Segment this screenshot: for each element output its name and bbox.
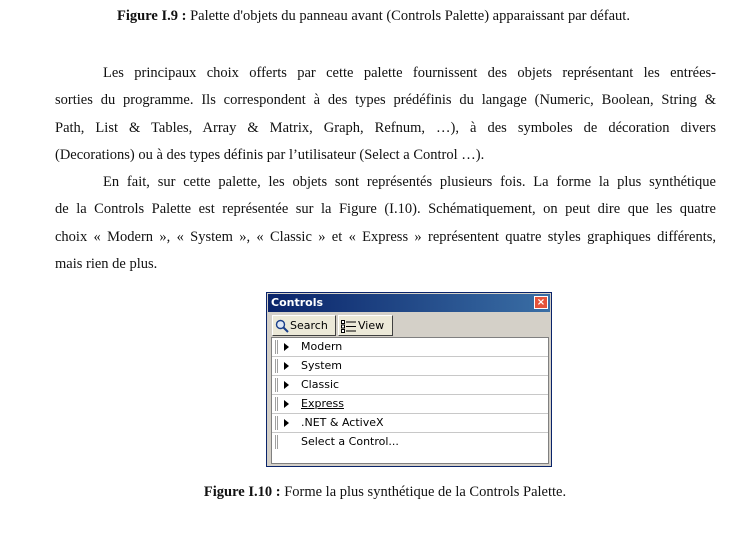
close-icon: ×: [536, 297, 546, 308]
search-button-label: Search: [290, 319, 328, 332]
figure-caption-text: Palette d'objets du panneau avant (Controls Palette) apparaissant par défaut.: [186, 8, 630, 24]
paragraph-line: Les principaux choix offerts par cette palette fournissent des objets représentant les entrées-: [103, 65, 716, 81]
search-button[interactable]: [272, 315, 336, 336]
palette-item-modern[interactable]: [272, 338, 548, 357]
paragraph-2: [55, 169, 716, 279]
view-list-icon: [341, 320, 357, 333]
close-button[interactable]: [534, 296, 548, 309]
paragraph-line: Path, List & Tables, Array & Matrix, Graph, Refnum, …), à des symboles de décoration divers: [55, 119, 716, 136]
palette-item-label: Select a Control...: [301, 435, 399, 448]
paragraph-line: (Decorations) ou à des types définis par l’utilisateur (Select a Control …).: [55, 147, 485, 164]
paragraph-line: choix « Modern », « System », « Classic » et « Express » représentent quatre styles graphiques différents,: [55, 228, 716, 245]
figure-label: Figure I.10 :: [203, 484, 281, 500]
palette-item-dotnet-activex[interactable]: [272, 414, 548, 433]
palette-title: Controls: [271, 296, 324, 309]
expand-arrow-icon: [284, 362, 289, 370]
palette-item-system[interactable]: [272, 357, 548, 376]
view-button-label: View: [358, 319, 385, 332]
grip-handle-icon: [275, 340, 278, 354]
palette-item-select-control[interactable]: [272, 433, 548, 452]
figure-caption-text: Forme la plus synthétique de la Controls Palette.: [280, 484, 567, 500]
search-icon: [275, 319, 289, 333]
expand-arrow-icon: [284, 381, 289, 389]
palette-titlebar[interactable]: [268, 294, 550, 312]
controls-palette-window: [266, 292, 552, 467]
palette-item-label: System: [301, 359, 343, 372]
paragraph-line: En fait, sur cette palette, les objets sont représentés plusieurs fois. La forme la plus synthétique: [103, 174, 716, 190]
palette-item-classic[interactable]: [272, 376, 548, 395]
palette-item-express[interactable]: [272, 395, 548, 414]
grip-handle-icon: [275, 378, 278, 392]
paragraph-line: mais rien de plus.: [55, 256, 158, 273]
palette-item-label: Express: [301, 397, 344, 410]
paragraph-1: [55, 60, 716, 170]
palette-category-list: [271, 337, 549, 464]
palette-item-label: Modern: [301, 340, 343, 353]
expand-arrow-icon: [284, 419, 289, 427]
grip-handle-icon: [275, 416, 278, 430]
grip-handle-icon: [275, 397, 278, 411]
figure-caption-bottom: [0, 482, 747, 502]
figure-label: Figure I.9 :: [117, 8, 187, 24]
palette-item-label: .NET & ActiveX: [301, 416, 384, 429]
view-button[interactable]: [338, 315, 393, 336]
grip-handle-icon: [275, 359, 278, 373]
figure-caption-top: [0, 6, 747, 26]
grip-handle-icon: [275, 435, 278, 449]
expand-arrow-icon: [284, 400, 289, 408]
paragraph-line: de la Controls Palette est représentée sur la Figure (I.10). Schématiquement, on peut dire que les quatre: [55, 201, 716, 218]
paragraph-line: sorties du programme. Ils correspondent à des types prédéfinis du langage (Numeric, Boolean, String &: [55, 92, 716, 109]
palette-item-label: Classic: [301, 378, 340, 391]
expand-arrow-icon: [284, 343, 289, 351]
